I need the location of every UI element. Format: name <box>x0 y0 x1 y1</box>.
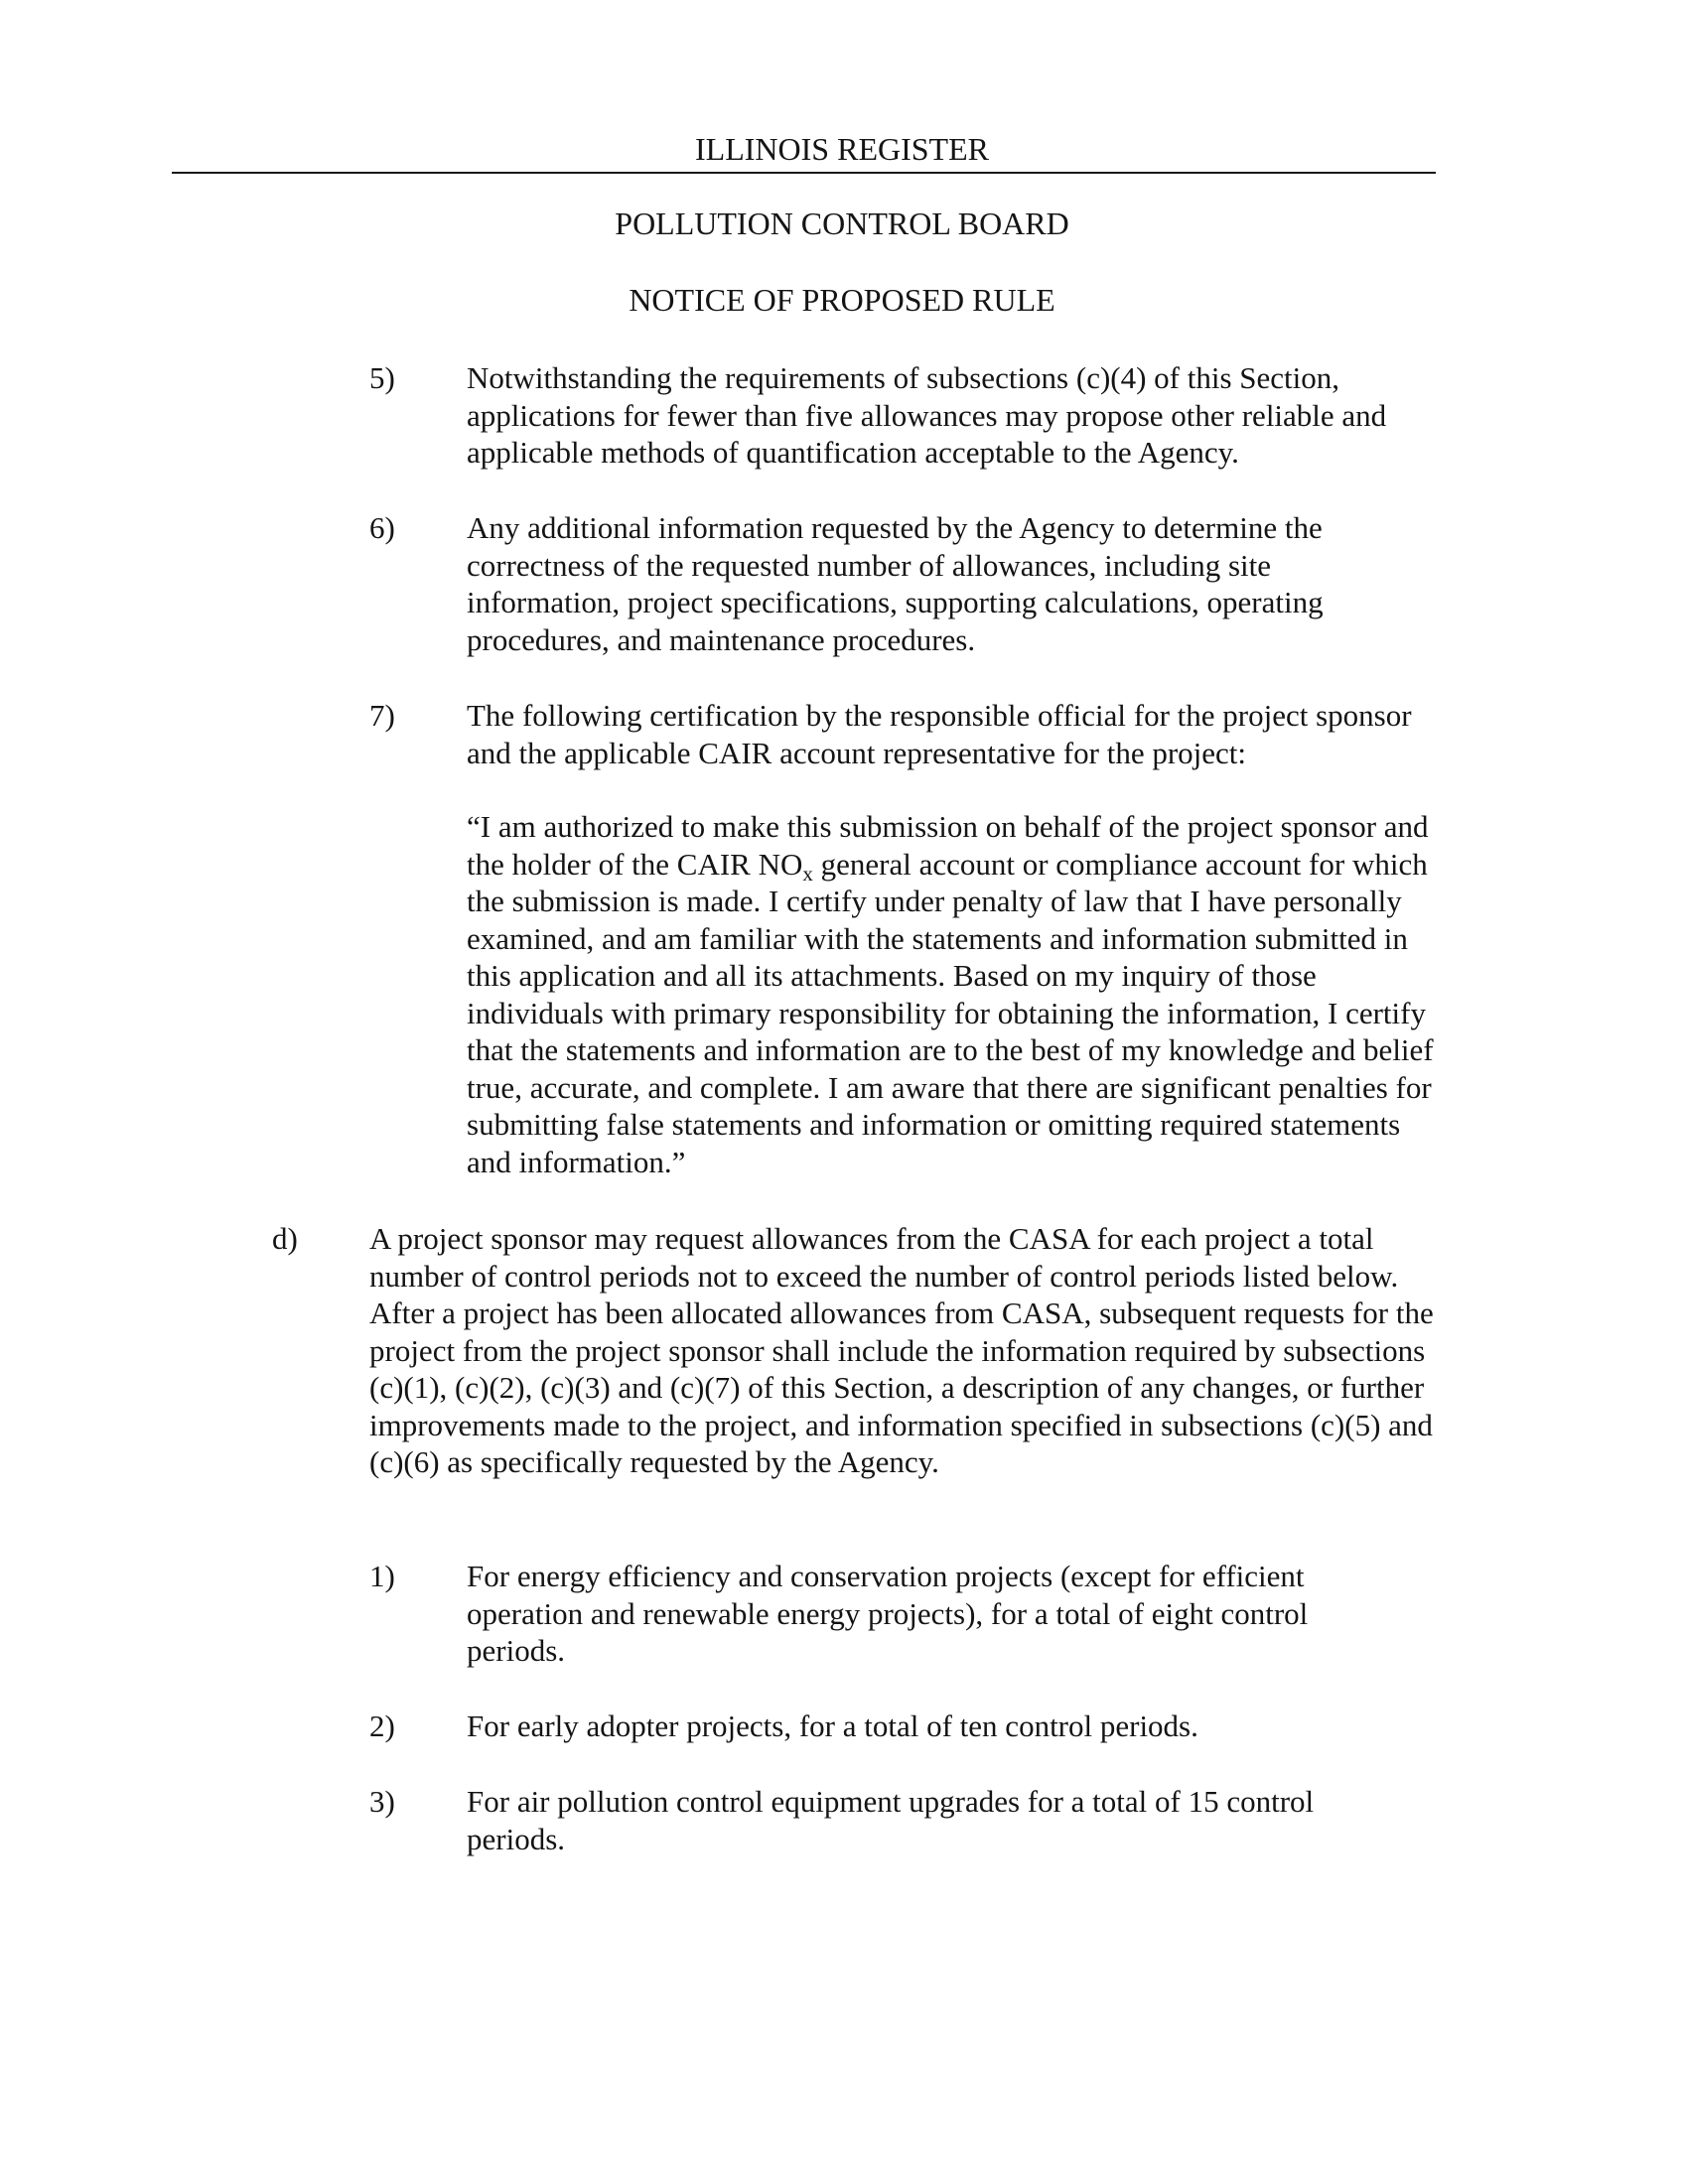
item-number: 5) <box>369 360 395 395</box>
item-text: Notwithstanding the requirements of subsections (c)(4) of this Section, applications for fewer than five allowances may propose other reliable and applicable methods of quantification acceptable to the Agency. <box>467 360 1387 470</box>
notice-title: NOTICE OF PROPOSED RULE <box>629 282 1055 318</box>
certification-text-part2: general account or compliance account for which the submission is made. I certify under penalty of law that I have personally examined, and am familiar with the statements and information submitted in this application and all its attachments. Based on my inquiry of those individuals with primary responsibility for obtaining the information, I certify that the statements and information are to the best of my knowledge and belief true, accurate, and complete. I am aware that there are significant penalties for submitting false statements and information or omitting required statements and information.” <box>467 846 1434 1179</box>
nox-subscript: x <box>802 861 813 886</box>
item-number: 3) <box>369 1784 395 1819</box>
item-text: Any additional information requested by the Agency to determine the correctness of the requested number of allowances, including site information, project specifications, supporting calculations, operating procedures, and maintenance procedures. <box>467 510 1324 657</box>
item-text: The following certification by the responsible official for the project sponsor and the applicable CAIR account representative for the project: <box>467 698 1412 770</box>
item-number: 6) <box>369 510 395 545</box>
item-text: For air pollution control equipment upgrades for a total of 15 control periods. <box>467 1784 1315 1856</box>
item-text: A project sponsor may request allowances from the CASA for each project a total number of control periods not to exceed the number of control periods listed below. After a project has been allocated allowances from CASA, subsequent requests for the project from the project sponsor shall include the information required by subsections (c)(1), (c)(2), (c)(3) and (c)(7) of this Section, a description of any changes, or further improvements made to the project, and information specified in subsections (c)(5) and (c)(6) as specifically requested by the Agency. <box>369 1221 1434 1479</box>
certification-text-part1: “I am authorized to make this submission on behalf of the project sponsor and the holder of the CAIR NO <box>467 809 1429 882</box>
item-text: For early adopter projects, for a total of ten control periods. <box>467 1708 1198 1743</box>
item-number: d) <box>272 1221 298 1256</box>
item-text: For energy efficiency and conservation projects (except for efficient operation and renewable energy projects), for a total of eight control periods. <box>467 1559 1309 1668</box>
item-number: 1) <box>369 1559 395 1593</box>
board-title: POLLUTION CONTROL BOARD <box>615 205 1069 241</box>
header-rule <box>172 172 1436 174</box>
register-title: ILLINOIS REGISTER <box>695 131 989 167</box>
item-number: 7) <box>369 698 395 733</box>
certification-quote <box>467 808 1445 1180</box>
item-number: 2) <box>369 1708 395 1743</box>
